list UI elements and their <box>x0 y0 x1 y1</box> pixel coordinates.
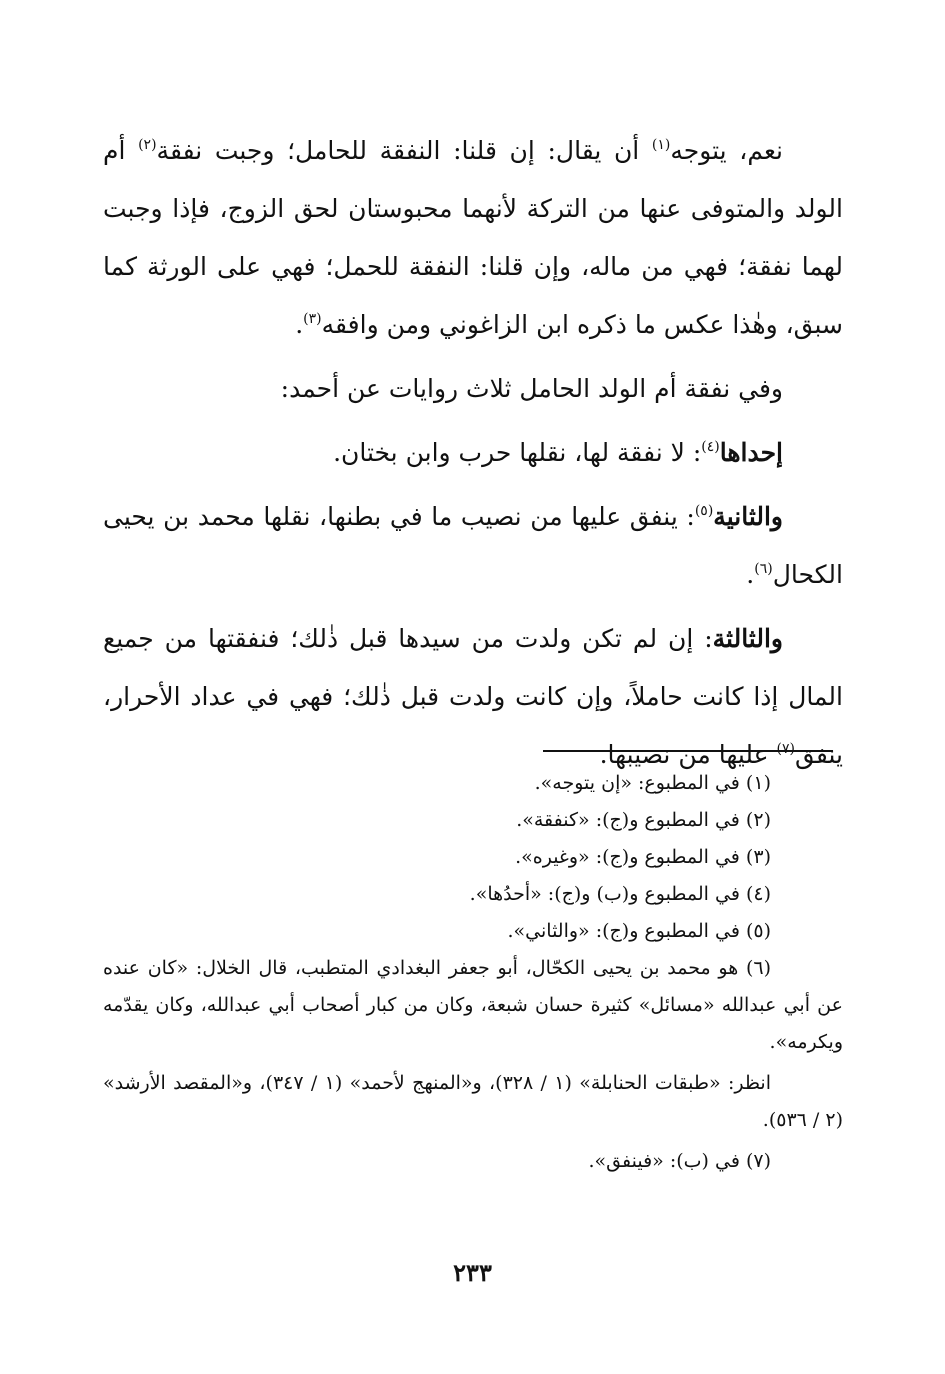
footnote-3: (٣) في المطبوع و(ج): «وغيره». <box>515 846 771 868</box>
main-text <box>103 122 843 784</box>
paragraph-4 <box>103 488 843 604</box>
footnotes <box>103 765 843 1180</box>
footnote-ref-5[interactable]: (٥) <box>694 503 714 519</box>
footnote-6-sources: انظر: «طبقات الحنابلة» (١ / ٣٢٨)، و«المنهج لأحمد» (١ / ٣٤٧)، و«المقصد الأرشد» (٢ / ٥٣٦). <box>103 1072 843 1131</box>
p1-text-d: . <box>295 310 304 339</box>
paragraph-3 <box>103 424 843 482</box>
p3-lead: إحداها <box>719 438 783 467</box>
p5-text-a: : إن لم تكن ولدت من سيدها قبل ذٰلك؛ فنفقتها من جميع المال إذا كانت حاملاً، وإن كانت ولدت قبل ذٰلك؛ فهي في عداد الأحرار، ينفق <box>103 624 843 769</box>
footnote-ref-4[interactable]: (٤) <box>701 439 720 455</box>
page-number: ٢٣٣ <box>453 1258 492 1287</box>
p1-text-c: أم الولد والمتوفى عنها من التركة لأنهما محبوستان لحق الزوج، فإذا وجبت لهما نفقة؛ فهي من ماله، وإن قلنا: النفقة للحمل؛ فهي على الورثة كما سبق، وهٰذا عكس ما ذكره ابن الزاغوني ومن وافقه <box>103 136 843 339</box>
footnote-ref-2[interactable]: (٢) <box>138 137 157 153</box>
p4-end: . <box>746 560 755 589</box>
footnote-1: (١) في المطبوع: «إن يتوجه». <box>534 772 771 794</box>
footnote-7: (٧) في (ب): «فينفق». <box>588 1150 771 1172</box>
footnote-ref-7[interactable]: (٧) <box>776 741 795 757</box>
p1-text-b: أن يقال: إن قلنا: النفقة للحامل؛ وجبت نفقة <box>156 136 652 165</box>
footnote-6: (٦) هو محمد بن يحيى الكحّال، أبو جعفر البغدادي المتطبب، قال الخلال: «كان عنده عن أبي عبدالله «مسائل» كثيرة حسان شبعة، وكان من كبار أصحاب أبي عبدالله، وكان يقدّمه ويكرمه». <box>103 957 843 1053</box>
paragraph-2: وفي نفقة أم الولد الحامل ثلاث روايات عن أحمد: <box>280 374 783 403</box>
footnote-ref-6[interactable]: (٦) <box>754 561 773 577</box>
p3-text: : لا نفقة لها، نقلها حرب وابن بختان. <box>333 438 702 467</box>
footnote-2: (٢) في المطبوع و(ج): «كنفقة». <box>516 809 771 831</box>
p1-text-a: نعم، يتوجه <box>670 136 783 165</box>
paragraph-5 <box>103 610 843 784</box>
footnote-ref-3[interactable]: (٣) <box>303 311 322 327</box>
p5-text-b: عليها من نصيبها. <box>599 740 777 769</box>
p4-lead: والثانية <box>713 502 783 531</box>
footnote-ref-1[interactable]: (١) <box>651 137 671 153</box>
footnote-4: (٤) في المطبوع و(ب) و(ج): «أحدُها». <box>469 883 771 905</box>
p4-text: : ينفق عليها من نصيب ما في بطنها، نقلها محمد بن يحيى الكحال <box>103 502 843 589</box>
footnote-5: (٥) في المطبوع و(ج): «والثاني». <box>507 920 771 942</box>
paragraph-1 <box>103 122 843 354</box>
footnote-divider <box>543 750 833 752</box>
p5-lead: والثالثة <box>712 624 783 653</box>
